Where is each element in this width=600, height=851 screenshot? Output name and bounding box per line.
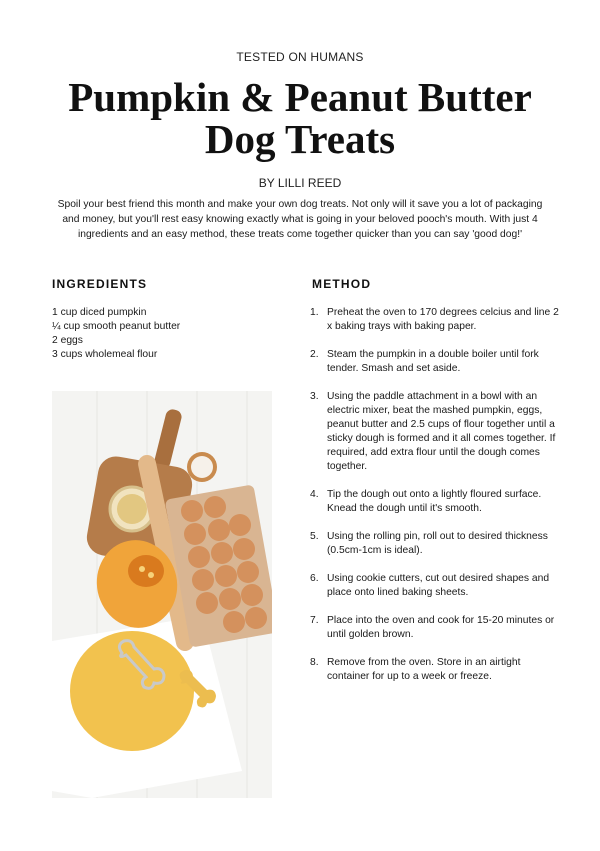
step-number: 5. (310, 531, 319, 542)
ingredient-item: 3 cups wholemeal flour (52, 349, 158, 360)
page-title (0, 76, 600, 160)
step-number: 1. (310, 307, 319, 318)
method-step (310, 572, 560, 600)
ingredients-photo (52, 391, 272, 798)
step-text: Steam the pumpkin in a double boiler until fork tender. Smash and set aside. (327, 349, 539, 374)
method-step (310, 306, 560, 334)
title-line-2: Dog Treats (204, 116, 396, 162)
ingredient-item: ¼ cup smooth peanut butter (52, 321, 181, 332)
byline: BY LILLI REED (258, 176, 342, 190)
kicker: TESTED ON HUMANS (236, 50, 364, 64)
method-step (310, 390, 560, 474)
method-step (310, 348, 560, 376)
ingredient-item: 1 cup diced pumpkin (52, 307, 147, 318)
ingredients-list (52, 306, 272, 362)
flat-lay-illustration (52, 391, 272, 798)
intro-paragraph: Spoil your best friend this month and make your own dog treats. Not only will it save you a lot of packaging and money, but you'll rest easy knowing exactly what is going in your beloved pooch's mouth. With just 4 ingredients and an easy method, these treats come together quicker than you can say 'good dog!' (57, 199, 543, 240)
method-step (310, 530, 560, 558)
title-line-1: Pumpkin & Peanut Butter (68, 74, 532, 120)
step-number: 7. (310, 615, 319, 626)
step-number: 2. (310, 349, 319, 360)
method-step (310, 488, 560, 516)
step-number: 3. (310, 391, 319, 402)
step-number: 8. (310, 657, 319, 668)
step-text: Using the rolling pin, roll out to desired thickness (0.5cm-1cm is ideal). (327, 531, 548, 556)
method-step (310, 614, 560, 642)
step-text: Using cookie cutters, cut out desired shapes and place onto lined baking sheets. (327, 573, 550, 598)
step-text: Place into the oven and cook for 15-20 minutes or until golden brown. (327, 615, 555, 640)
method-step (310, 656, 560, 684)
step-number: 4. (310, 489, 319, 500)
step-text: Preheat the oven to 170 degrees celcius and line 2 x baking trays with baking paper. (327, 307, 559, 332)
step-text: Remove from the oven. Store in an airtight container for up to a week or freeze. (327, 657, 521, 682)
step-text: Using the paddle attachment in a bowl with an electric mixer, beat the mashed pumpkin, eggs, peanut butter and 2.5 cups of flour together until a sticky dough is formed and it all comes together. If required, add extra flour until the dough comes together. (327, 391, 556, 472)
method-heading: METHOD (312, 277, 372, 291)
step-number: 6. (310, 573, 319, 584)
rolled-dough (70, 631, 194, 751)
method-list (310, 306, 560, 684)
ingredients-heading: INGREDIENTS (52, 277, 148, 291)
ingredient-item: 2 eggs (52, 335, 83, 346)
step-text: Tip the dough out onto a lightly floured surface. Knead the dough until it's smooth. (327, 489, 542, 514)
